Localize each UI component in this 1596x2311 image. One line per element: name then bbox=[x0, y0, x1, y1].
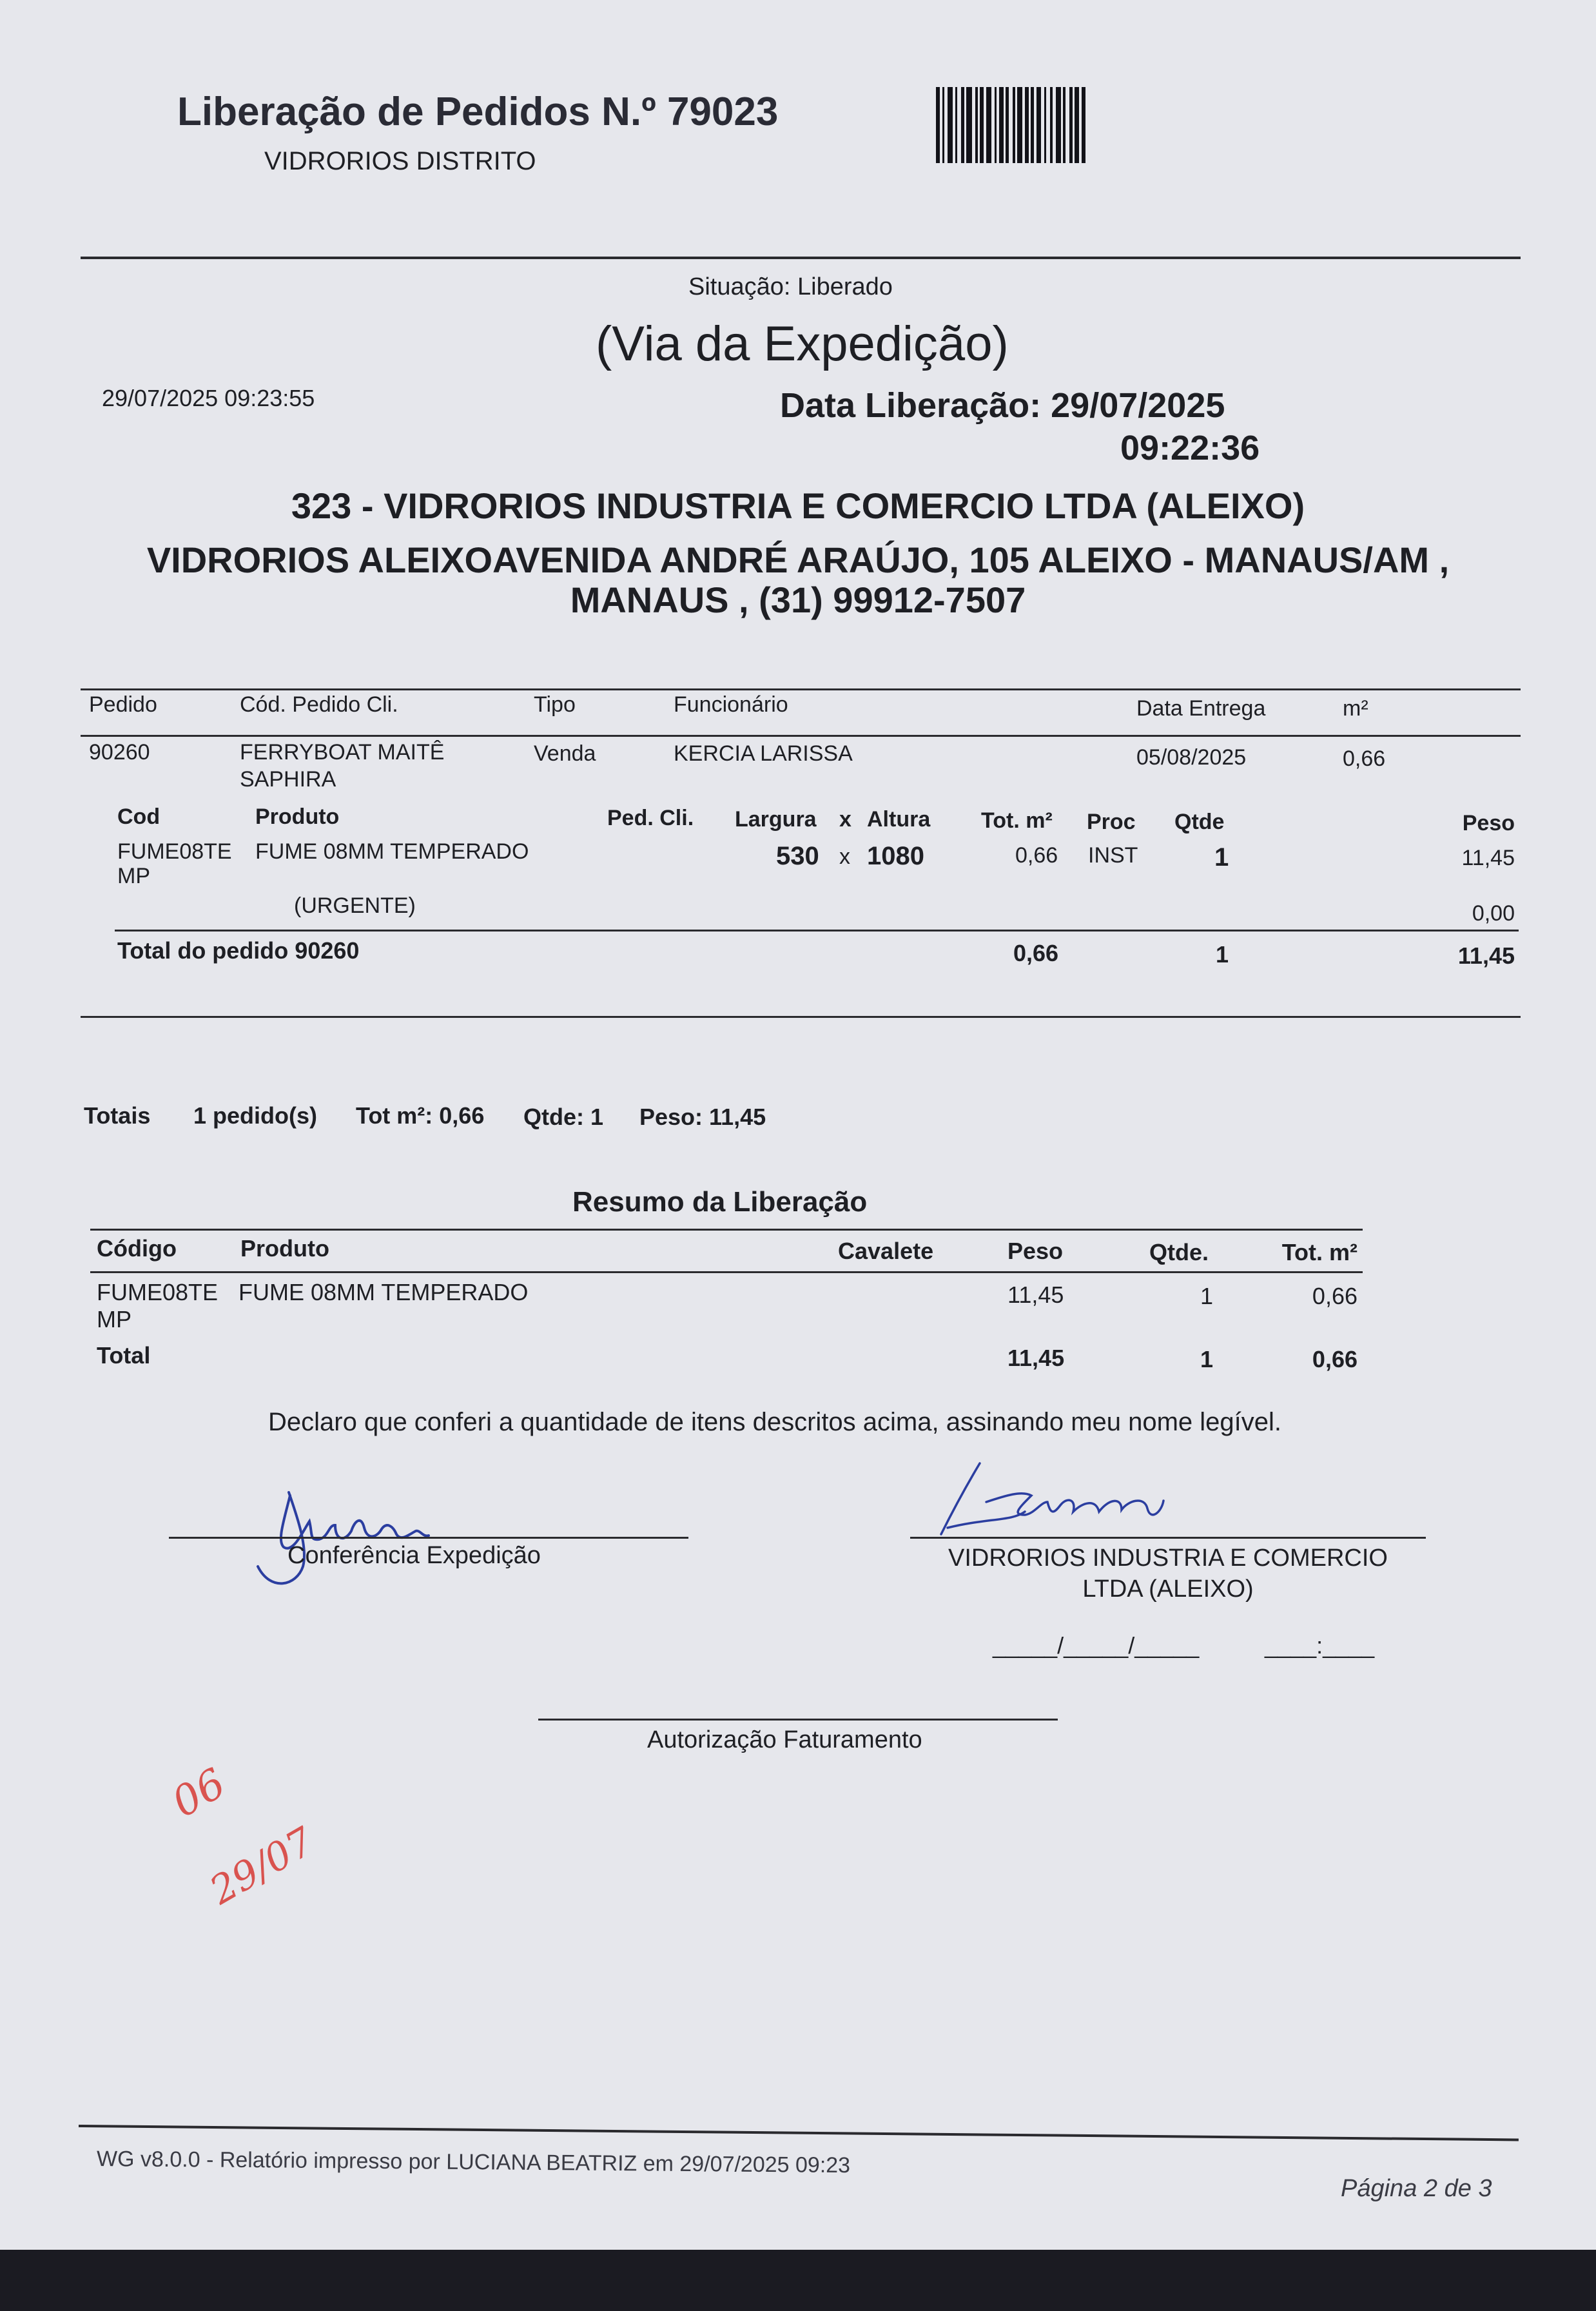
document-subtitle: VIDRORIOS DISTRITO bbox=[264, 147, 536, 175]
client-address: VIDRORIOS ALEIXOAVENIDA ANDRÉ ARAÚJO, 105 ALEIXO - MANAUS/AM , bbox=[146, 540, 1450, 580]
order-total-qty: 1 bbox=[1216, 941, 1229, 968]
item-tot-m2: 0,66 bbox=[1015, 843, 1058, 868]
col-funcionario: Funcionário bbox=[674, 692, 788, 717]
item-x: x bbox=[839, 844, 850, 869]
item-code-2: MP bbox=[117, 864, 150, 888]
authorization-line bbox=[538, 1719, 1058, 1721]
page-number: Página 2 de 3 bbox=[1341, 2175, 1492, 2202]
summary-qty: 1 bbox=[1200, 1283, 1214, 1309]
item-col-largura: Largura bbox=[735, 807, 817, 832]
order-delivery-date: 05/08/2025 bbox=[1136, 745, 1247, 770]
item-proc: INST bbox=[1088, 843, 1138, 868]
item-col-x: x bbox=[839, 807, 852, 832]
summary-col-codigo: Código bbox=[97, 1235, 177, 1262]
summary-col-produto: Produto bbox=[240, 1235, 329, 1262]
signature-label-left: Conferência Expedição bbox=[287, 1542, 541, 1569]
status-text: Situação: Liberado bbox=[688, 273, 893, 300]
item-col-altura: Altura bbox=[867, 807, 931, 832]
client-name: 323 - VIDRORIOS INDUSTRIA E COMERCIO LTDA (ALEIXO) bbox=[291, 485, 1305, 526]
item-code-1: FUME08TE bbox=[117, 839, 232, 864]
item-note-weight: 0,00 bbox=[1472, 901, 1515, 926]
scan-edge bbox=[0, 2250, 1596, 2311]
order-employee: KERCIA LARISSA bbox=[674, 741, 853, 766]
item-height: 1080 bbox=[867, 842, 924, 870]
item-col-cod: Cod bbox=[117, 804, 161, 829]
totals-weight: Peso: 11,45 bbox=[639, 1104, 766, 1130]
summary-total-label: Total bbox=[97, 1342, 151, 1369]
order-table-top-rule bbox=[81, 688, 1521, 690]
document-title: Liberação de Pedidos N.º 79023 bbox=[177, 90, 779, 134]
summary-title: Resumo da Liberação bbox=[572, 1186, 868, 1218]
date-blank: _____/_____/_____ bbox=[993, 1632, 1200, 1659]
item-qty: 1 bbox=[1214, 843, 1229, 872]
summary-total-m2: 0,66 bbox=[1312, 1346, 1358, 1372]
release-date: Data Liberação: 29/07/2025 bbox=[780, 386, 1225, 425]
order-total-m2: 0,66 bbox=[1013, 940, 1059, 966]
order-header-rule bbox=[81, 735, 1521, 737]
handwritten-note-2: 29/07 bbox=[202, 1819, 322, 1914]
summary-total-qty: 1 bbox=[1200, 1346, 1214, 1372]
summary-col-qtde: Qtde. bbox=[1149, 1239, 1209, 1265]
summary-col-peso: Peso bbox=[1007, 1238, 1064, 1264]
item-product: FUME 08MM TEMPERADO bbox=[255, 839, 529, 864]
item-col-tot-m2: Tot. m² bbox=[981, 808, 1053, 833]
header-divider bbox=[81, 257, 1521, 259]
totals-m2: Tot m²: 0,66 bbox=[356, 1102, 485, 1129]
item-col-proc: Proc bbox=[1087, 810, 1136, 834]
summary-top-rule bbox=[90, 1229, 1363, 1231]
section-divider bbox=[81, 1016, 1521, 1018]
order-m2: 0,66 bbox=[1343, 746, 1386, 771]
handwritten-note-1: 06 bbox=[164, 1759, 234, 1828]
col-tipo: Tipo bbox=[534, 692, 576, 717]
item-width: 530 bbox=[776, 842, 819, 870]
totals-label: Totais bbox=[84, 1102, 151, 1129]
signature-left bbox=[232, 1470, 503, 1599]
summary-total-weight: 11,45 bbox=[1007, 1345, 1065, 1371]
item-note: (URGENTE) bbox=[294, 893, 416, 918]
barcode bbox=[936, 87, 1186, 163]
col-data-entrega: Data Entrega bbox=[1136, 696, 1266, 721]
order-number: 90260 bbox=[89, 740, 150, 765]
item-weight: 11,45 bbox=[1461, 846, 1515, 870]
summary-header-rule bbox=[90, 1271, 1363, 1273]
col-cod-pedido-cli: Cód. Pedido Cli. bbox=[240, 692, 398, 717]
signature-label-right-2: LTDA (ALEIXO) bbox=[1082, 1575, 1254, 1603]
signature-line-right bbox=[910, 1537, 1426, 1539]
totals-orders: 1 pedido(s) bbox=[193, 1102, 318, 1129]
item-col-ped-cli: Ped. Cli. bbox=[607, 806, 694, 830]
summary-weight: 11,45 bbox=[1007, 1282, 1064, 1308]
time-blank: ____:____ bbox=[1265, 1632, 1375, 1659]
client-city-phone: MANAUS , (31) 99912-7507 bbox=[570, 580, 1026, 620]
item-col-produto: Produto bbox=[255, 804, 340, 829]
item-col-peso: Peso bbox=[1462, 811, 1515, 835]
order-type: Venda bbox=[534, 741, 596, 766]
order-client-code-2: SAPHIRA bbox=[240, 767, 336, 792]
signature-line-left bbox=[169, 1537, 688, 1539]
summary-code-2: MP bbox=[97, 1306, 131, 1332]
order-total-rule bbox=[115, 930, 1519, 931]
print-datetime: 29/07/2025 09:23:55 bbox=[102, 385, 315, 411]
footer-report: WG v8.0.0 - Relatório impresso por LUCIANA BEATRIZ em 29/07/2025 09:23 bbox=[96, 2147, 851, 2178]
copy-type: (Via da Expedição) bbox=[596, 317, 1009, 371]
order-client-code-1: FERRYBOAT MAITÊ bbox=[240, 740, 445, 765]
col-pedido: Pedido bbox=[89, 692, 157, 717]
summary-product: FUME 08MM TEMPERADO bbox=[238, 1279, 529, 1305]
summary-col-cavalete: Cavalete bbox=[838, 1238, 934, 1264]
order-total-label: Total do pedido 90260 bbox=[117, 937, 360, 964]
summary-code-1: FUME08TE bbox=[97, 1279, 219, 1305]
signature-label-right-1: VIDRORIOS INDUSTRIA E COMERCIO bbox=[948, 1545, 1388, 1572]
release-time: 09:22:36 bbox=[1120, 429, 1260, 467]
summary-col-tot-m2: Tot. m² bbox=[1281, 1239, 1358, 1265]
authorization-label: Autorização Faturamento bbox=[647, 1726, 922, 1753]
footer-rule bbox=[79, 2125, 1519, 2141]
item-col-qtde: Qtde bbox=[1174, 810, 1225, 834]
col-m2: m² bbox=[1343, 696, 1368, 721]
summary-m2: 0,66 bbox=[1312, 1283, 1358, 1309]
declaration-text: Declaro que conferi a quantidade de itens descritos acima, assinando meu nome legível. bbox=[268, 1408, 1282, 1436]
totals-qty: Qtde: 1 bbox=[523, 1104, 604, 1130]
order-total-weight: 11,45 bbox=[1457, 942, 1515, 969]
